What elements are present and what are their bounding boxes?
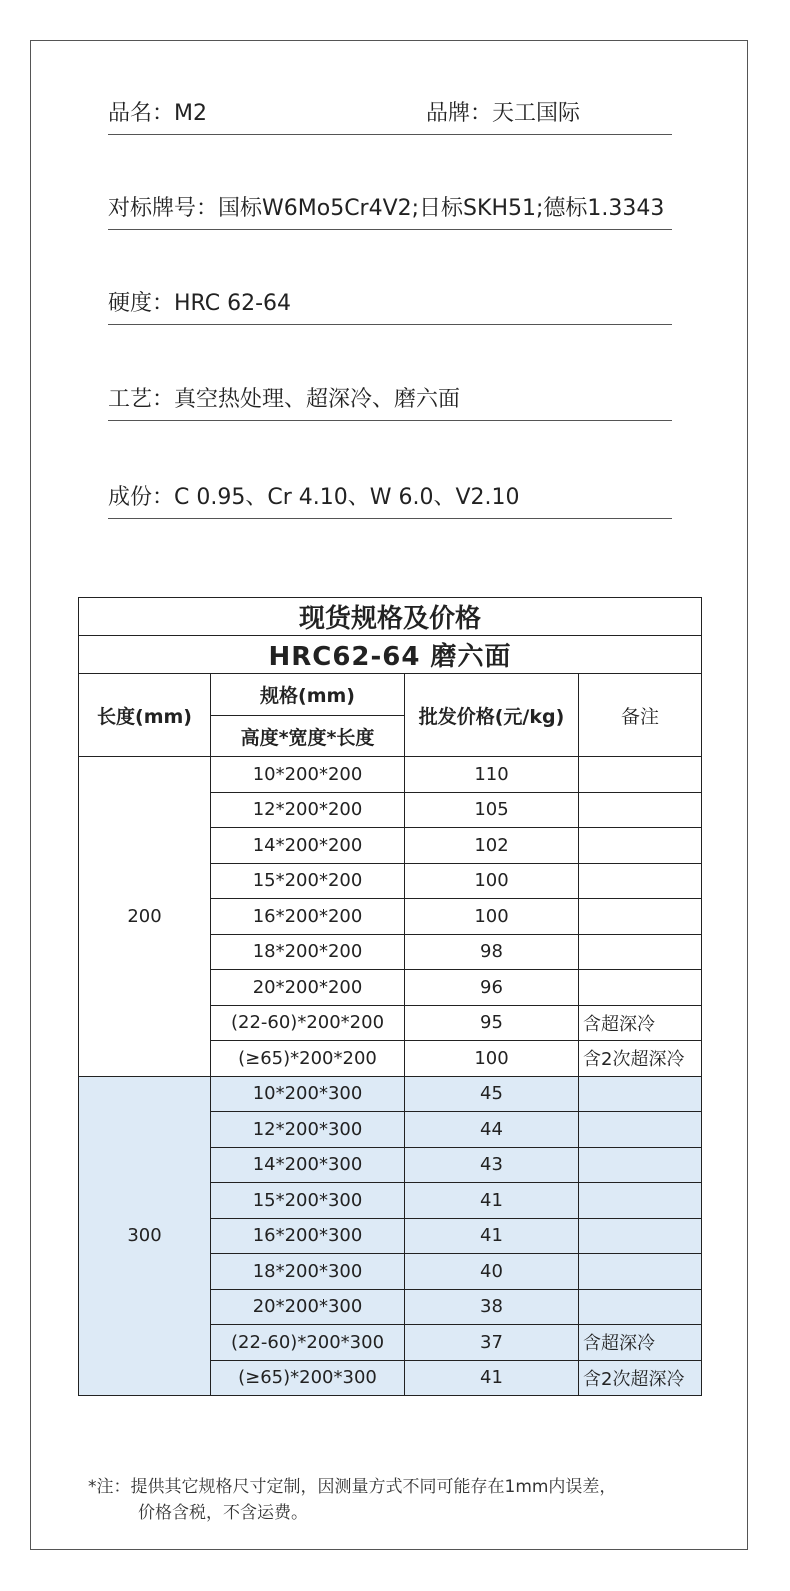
product-brand: 品牌：天工国际 <box>426 101 581 126</box>
info-row-equivalent <box>108 189 672 230</box>
cell-price: 41 <box>405 1360 579 1396</box>
table-title: 现货规格及价格 <box>79 598 702 636</box>
cell-spec: 14*200*300 <box>211 1147 405 1183</box>
cell-price: 98 <box>405 934 579 970</box>
cell-spec: 10*200*200 <box>211 757 405 793</box>
cell-spec: (≥65)*200*300 <box>211 1360 405 1396</box>
table-row <box>79 757 702 793</box>
cell-price: 45 <box>405 1076 579 1112</box>
cell-note <box>579 934 702 970</box>
cell-price: 41 <box>405 1218 579 1254</box>
cell-spec: 20*200*300 <box>211 1289 405 1325</box>
footnote <box>88 1474 616 1526</box>
cell-note <box>579 863 702 899</box>
header-price: 批发价格(元/kg) <box>405 674 579 757</box>
cell-spec: (≥65)*200*200 <box>211 1041 405 1077</box>
info-row-composition <box>108 478 672 519</box>
info-row-process <box>108 380 672 421</box>
cell-note: 含2次超深冷 <box>579 1041 702 1077</box>
cell-price: 44 <box>405 1112 579 1148</box>
cell-note <box>579 970 702 1006</box>
cell-note <box>579 1147 702 1183</box>
cell-price: 40 <box>405 1254 579 1290</box>
table-subtitle: HRC62-64 磨六面 <box>79 636 702 674</box>
cell-spec: 18*200*300 <box>211 1254 405 1290</box>
cell-note <box>579 757 702 793</box>
footnote-line-2: 价格含税，不含运费。 <box>138 1503 308 1523</box>
cell-price: 38 <box>405 1289 579 1325</box>
cell-price: 95 <box>405 1005 579 1041</box>
process: 工艺：真空热处理、超深冷、磨六面 <box>108 387 461 412</box>
cell-spec: 16*200*200 <box>211 899 405 935</box>
cell-spec: 12*200*300 <box>211 1112 405 1148</box>
cell-price: 41 <box>405 1183 579 1219</box>
product-name: 品名：M2 <box>108 101 207 126</box>
composition: 成份：C 0.95、Cr 4.10、W 6.0、V2.10 <box>108 485 520 510</box>
cell-note <box>579 1254 702 1290</box>
info-row-name-brand <box>108 94 672 135</box>
equivalent-grades: 对标牌号：国标W6Mo5Cr4V2;日标SKH51;德标1.3343 <box>108 196 665 221</box>
cell-spec: 15*200*300 <box>211 1183 405 1219</box>
cell-spec: 14*200*200 <box>211 828 405 864</box>
cell-spec: 20*200*200 <box>211 970 405 1006</box>
cell-price: 102 <box>405 828 579 864</box>
cell-price: 100 <box>405 863 579 899</box>
cell-price: 37 <box>405 1325 579 1361</box>
info-row-hardness <box>108 284 672 325</box>
cell-price: 110 <box>405 757 579 793</box>
cell-price: 43 <box>405 1147 579 1183</box>
cell-spec: 12*200*200 <box>211 792 405 828</box>
cell-price: 100 <box>405 1041 579 1077</box>
cell-note: 含超深冷 <box>579 1005 702 1041</box>
cell-spec: 10*200*300 <box>211 1076 405 1112</box>
footnote-line-1: *注：提供其它规格尺寸定制，因测量方式不同可能存在1mm内误差， <box>88 1477 617 1497</box>
header-spec-sub: 高度*宽度*长度 <box>211 716 405 757</box>
cell-price: 105 <box>405 792 579 828</box>
cell-note <box>579 792 702 828</box>
cell-note <box>579 899 702 935</box>
cell-note <box>579 1183 702 1219</box>
header-spec: 规格(mm) <box>211 674 405 716</box>
price-table <box>78 597 702 1396</box>
cell-note: 含2次超深冷 <box>579 1360 702 1396</box>
cell-spec: 15*200*200 <box>211 863 405 899</box>
cell-note <box>579 1218 702 1254</box>
cell-note <box>579 828 702 864</box>
cell-spec: 16*200*300 <box>211 1218 405 1254</box>
cell-spec: 18*200*200 <box>211 934 405 970</box>
cell-price: 96 <box>405 970 579 1006</box>
header-note: 备注 <box>579 674 702 757</box>
cell-note <box>579 1289 702 1325</box>
hardness: 硬度：HRC 62-64 <box>108 291 292 316</box>
cell-note <box>579 1076 702 1112</box>
table-row <box>79 1076 702 1112</box>
cell-spec: (22-60)*200*200 <box>211 1005 405 1041</box>
cell-length: 300 <box>79 1076 211 1396</box>
cell-note: 含超深冷 <box>579 1325 702 1361</box>
cell-note <box>579 1112 702 1148</box>
cell-spec: (22-60)*200*300 <box>211 1325 405 1361</box>
cell-length: 200 <box>79 757 211 1077</box>
header-length: 长度(mm) <box>79 674 211 757</box>
cell-price: 100 <box>405 899 579 935</box>
